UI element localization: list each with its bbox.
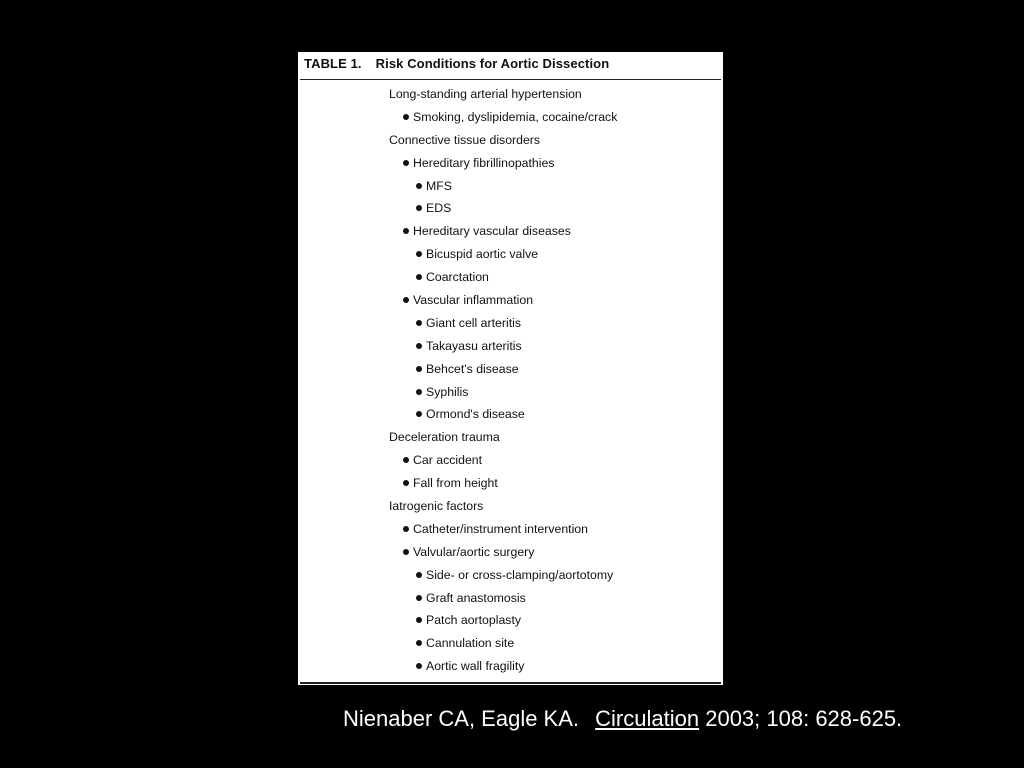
item-text: Catheter/instrument intervention bbox=[413, 521, 588, 536]
risk-conditions-list bbox=[298, 86, 723, 681]
bullet-icon bbox=[403, 228, 409, 234]
bullet-icon bbox=[416, 183, 422, 189]
table-top-rule bbox=[300, 79, 721, 80]
category-item bbox=[298, 86, 723, 109]
item-text: Cannulation site bbox=[426, 636, 515, 651]
item-text: MFS bbox=[426, 178, 452, 193]
bullet-icon bbox=[416, 617, 422, 623]
bullet-icon bbox=[416, 366, 422, 372]
item-text: Hereditary vascular diseases bbox=[413, 224, 571, 239]
item-text: Takayasu arteritis bbox=[426, 338, 522, 353]
table-card bbox=[298, 52, 723, 685]
bullet-icon bbox=[416, 320, 422, 326]
bullet-icon bbox=[416, 640, 422, 646]
bullet-icon bbox=[416, 663, 422, 669]
condition-item bbox=[298, 635, 723, 658]
subcategory-item bbox=[298, 521, 723, 544]
condition-item bbox=[298, 361, 723, 384]
item-text: Car accident bbox=[413, 453, 483, 468]
item-text: Hereditary fibrillinopathies bbox=[413, 155, 555, 170]
condition-item bbox=[298, 567, 723, 590]
subcategory-item bbox=[298, 452, 723, 475]
category-item bbox=[298, 429, 723, 452]
item-text: Bicuspid aortic valve bbox=[426, 247, 539, 262]
condition-item bbox=[298, 338, 723, 361]
item-text: Graft anastomosis bbox=[426, 590, 526, 605]
bullet-icon bbox=[416, 251, 422, 257]
condition-item bbox=[298, 315, 723, 338]
condition-item bbox=[298, 658, 723, 681]
citation bbox=[343, 706, 902, 732]
item-text: Aortic wall fragility bbox=[426, 659, 525, 674]
bullet-icon bbox=[416, 572, 422, 578]
condition-item bbox=[298, 200, 723, 223]
condition-item bbox=[298, 612, 723, 635]
table-title bbox=[304, 56, 609, 71]
item-text: Deceleration trauma bbox=[389, 430, 500, 445]
item-text: Coarctation bbox=[426, 270, 489, 285]
bullet-icon bbox=[416, 595, 422, 601]
citation-authors: Nienaber CA, Eagle KA. bbox=[343, 706, 580, 731]
bullet-icon bbox=[416, 389, 422, 395]
table-label: TABLE 1. bbox=[304, 56, 362, 71]
item-text: Vascular inflammation bbox=[413, 293, 534, 308]
condition-item bbox=[298, 178, 723, 201]
table-title-text: Risk Conditions for Aortic Dissection bbox=[375, 56, 610, 71]
subcategory-item bbox=[298, 109, 723, 132]
item-text: Smoking, dyslipidemia, cocaine/crack bbox=[413, 109, 618, 124]
bullet-icon bbox=[416, 411, 422, 417]
bullet-icon bbox=[403, 526, 409, 532]
condition-item bbox=[298, 384, 723, 407]
bullet-icon bbox=[416, 274, 422, 280]
condition-item bbox=[298, 269, 723, 292]
bullet-icon bbox=[403, 114, 409, 120]
subcategory-item bbox=[298, 544, 723, 567]
citation-journal-link[interactable]: Circulation bbox=[595, 706, 700, 731]
item-text: Giant cell arteritis bbox=[426, 315, 521, 330]
item-text: Patch aortoplasty bbox=[426, 613, 522, 628]
bullet-icon bbox=[403, 549, 409, 555]
category-item bbox=[298, 498, 723, 521]
bullet-icon bbox=[416, 205, 422, 211]
condition-item bbox=[298, 406, 723, 429]
item-text: Ormond's disease bbox=[426, 407, 525, 422]
item-text: EDS bbox=[426, 201, 452, 216]
subcategory-item bbox=[298, 155, 723, 178]
item-text: Valvular/aortic surgery bbox=[413, 544, 535, 559]
condition-item bbox=[298, 246, 723, 269]
table-bottom-rule bbox=[300, 682, 721, 684]
category-item bbox=[298, 132, 723, 155]
subcategory-item bbox=[298, 292, 723, 315]
citation-details: 2003; 108: 628-625. bbox=[705, 706, 903, 731]
subcategory-item bbox=[298, 223, 723, 246]
item-text: Long-standing arterial hypertension bbox=[389, 87, 582, 101]
item-text: Fall from height bbox=[413, 476, 498, 491]
item-text: Iatrogenic factors bbox=[389, 499, 484, 514]
bullet-icon bbox=[403, 457, 409, 463]
item-text: Connective tissue disorders bbox=[389, 132, 541, 147]
subcategory-item bbox=[298, 475, 723, 498]
bullet-icon bbox=[403, 160, 409, 166]
bullet-icon bbox=[403, 297, 409, 303]
item-text: Behcet's disease bbox=[426, 361, 519, 376]
bullet-icon bbox=[416, 343, 422, 349]
bullet-icon bbox=[403, 480, 409, 486]
item-text: Side- or cross-clamping/aortotomy bbox=[426, 567, 614, 582]
item-text: Syphilis bbox=[426, 384, 469, 399]
condition-item bbox=[298, 590, 723, 613]
